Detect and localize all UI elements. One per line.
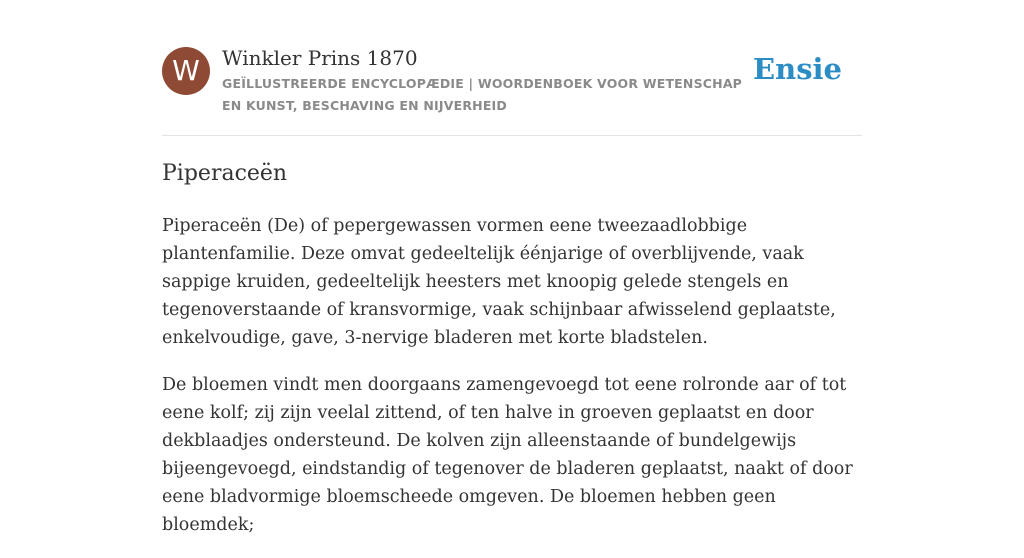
source-subtitle: GEÏLLUSTREERDE ENCYCLOPÆDIE | WOORDENBOEK VOOR WETENSCHAP EN KUNST, BESCHAVING EN NIJVERHEID (222, 76, 743, 113)
entry-paragraph: Piperaceën (De) of pepergewassen vormen eene tweezaadlobbige plantenfamilie. Deze omvat gedeeltelijk éénjarige of overblijvende, vaak sappige kruiden, gedeeltelijk heesters met knoopig gelede stengels en tegenoverstaande of kransvormige, vaak schijnbaar afwisselend geplaatste, enkelvoudige, gave, 3-nervige bladeren met korte bladstelen. (162, 216, 836, 348)
source-title[interactable]: Winkler Prins 1870 (222, 46, 418, 70)
brand-logo[interactable]: Ensie (753, 52, 842, 86)
source-avatar[interactable]: W (162, 47, 210, 95)
entry-body (162, 212, 864, 558)
entry-paragraph: De bloemen vindt men doorgaans zamengevoegd tot eene rolronde aar of tot eene kolf; zij zijn veelal zittend, of ten halve in groeven geplaatst en door dekblaadjes ondersteund. De kolven zijn alleenstaande of bundelgewijs bijeengevoegd, eindstandig of tegenover de bladeren geplaatst, naakt of door eene bladvormige bloemscheede omgeven. De bloemen hebben geen bloemdek; (162, 375, 853, 535)
header-divider (162, 135, 862, 136)
source-header (162, 44, 862, 136)
entry-title: Piperaceën (162, 161, 288, 186)
